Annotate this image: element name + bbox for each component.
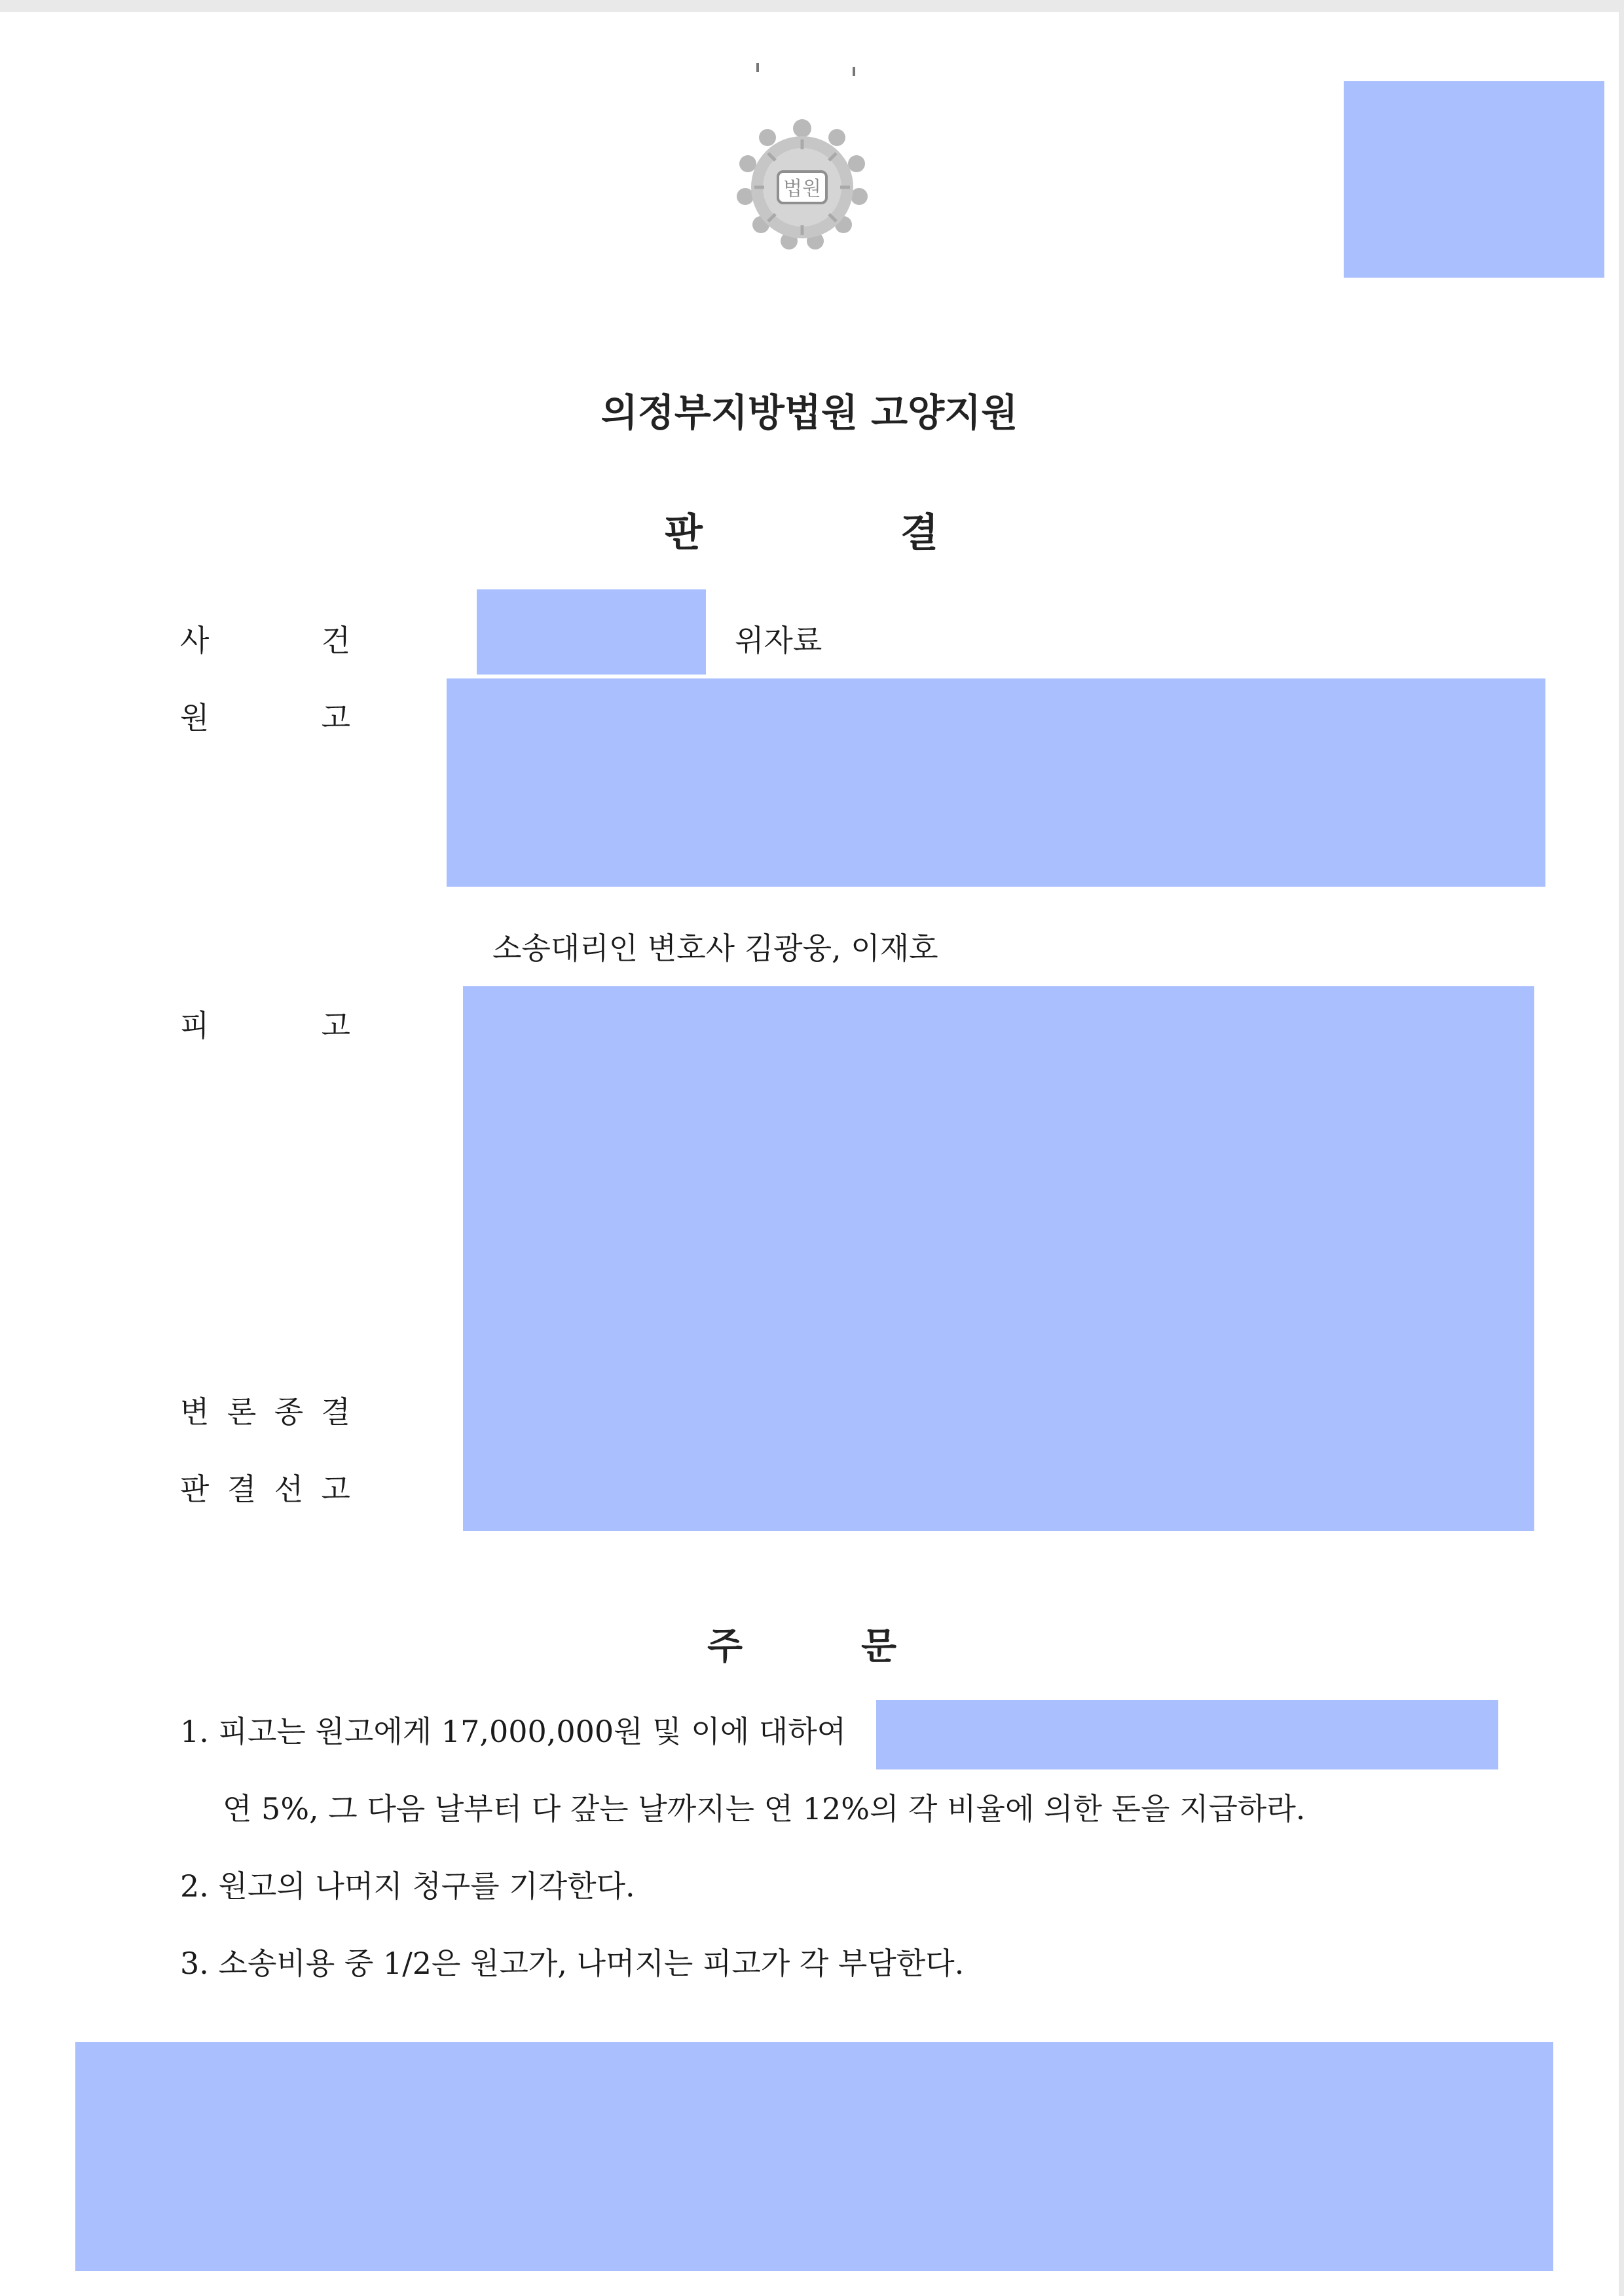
order-3: 3. 소송비용 중 1/2은 원고가, 나머지는 피고가 각 부담한다.	[180, 1946, 965, 1981]
document-page	[0, 12, 1619, 2296]
redaction-header-info	[1344, 81, 1604, 278]
redaction-plaintiff	[447, 678, 1545, 887]
doc-title-left: 판	[665, 510, 703, 556]
redaction-defendant-dates	[463, 986, 1534, 1531]
seal-text: 법원	[783, 177, 821, 200]
label-verdict-date: 판 결 선 고	[180, 1472, 350, 1507]
order-heading-left: 주	[707, 1625, 743, 1668]
order-1-line-2: 연 5%, 그 다음 날부터 다 갚는 날까지는 연 12%의 각 비율에 의한 돈을 지급하라.	[223, 1791, 1306, 1826]
scan-mark	[853, 67, 855, 76]
order-1-line-1: 1. 피고는 원고에게 17,000,000원 및 이에 대하여	[180, 1714, 847, 1749]
court-name: 의정부지방법원 고양지원	[600, 390, 1018, 435]
doc-title-right: 결	[900, 510, 938, 556]
counsel-line: 소송대리인 변호사 김광웅, 이재호	[492, 931, 938, 966]
order-heading-right: 문	[861, 1625, 897, 1668]
order-2: 2. 원고의 나머지 청구를 기각한다.	[180, 1868, 635, 1904]
redaction-reason	[75, 2042, 1553, 2271]
court-seal-icon	[727, 110, 877, 261]
redaction-interest-period	[876, 1700, 1498, 1769]
case-name: 위자료	[735, 623, 822, 658]
label-defendant: 피 고	[180, 1008, 350, 1043]
label-plaintiff: 원 고	[180, 700, 350, 735]
label-case: 사 건	[180, 623, 350, 658]
scan-mark	[756, 63, 759, 72]
label-closing-date: 변 론 종 결	[180, 1394, 350, 1430]
redaction-case-number	[477, 589, 706, 675]
